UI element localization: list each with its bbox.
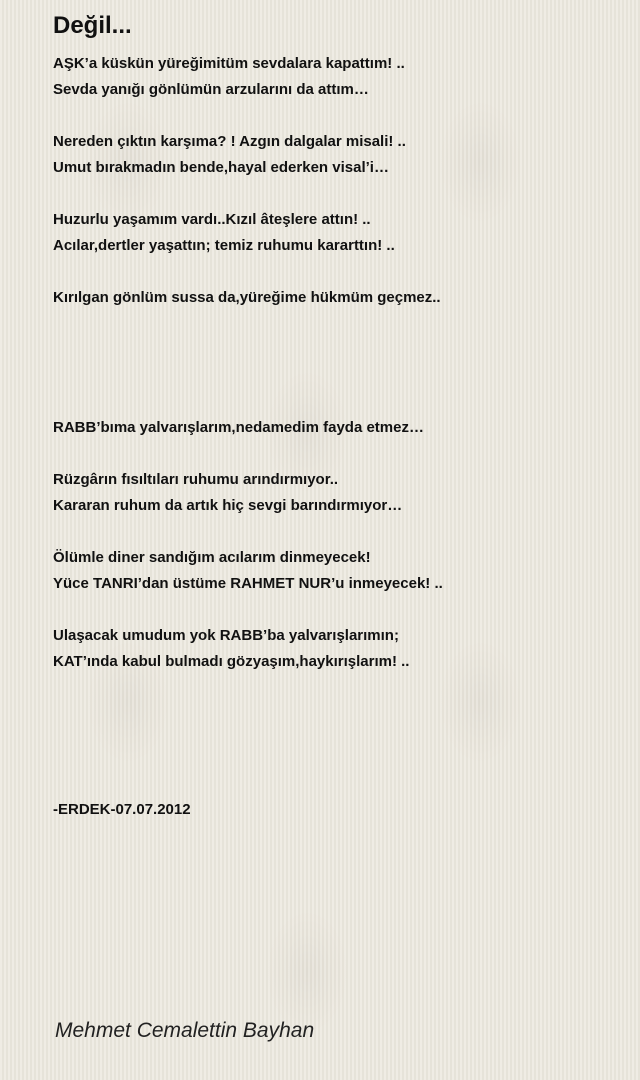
poem-line: Ulaşacak umudum yok RABB’ba yalvarışlarımın; — [53, 627, 399, 644]
section-gap — [53, 311, 623, 389]
stanza-gap — [53, 389, 623, 415]
poem-line: KAT’ında kabul bulmadı gözyaşım,haykırışlarım! .. — [53, 653, 410, 670]
poem-line: Nereden çıktın karşıma? ! Azgın dalgalar misali! .. — [53, 133, 406, 150]
poem-line: RABB’bıma yalvarışlarım,nedamedim fayda etmez… — [53, 419, 424, 436]
poem-signature: -ERDEK-07.07.2012 — [53, 801, 191, 818]
stanza-gap — [53, 103, 623, 129]
stanza-3 — [53, 207, 623, 259]
poem-line: Acılar,dertler yaşattın; temiz ruhumu kararttın! .. — [53, 237, 395, 254]
poem-line: AŞK’a küskün yüreğimitüm sevdalara kapattım! .. — [53, 55, 405, 72]
stanza-2 — [53, 129, 623, 181]
stanza-gap — [53, 259, 623, 285]
poem-line: Umut bırakmadın bende,hayal ederken visal’i… — [53, 159, 389, 176]
poem-title: Değil... — [53, 12, 132, 39]
stanza-gap — [53, 519, 623, 545]
poem-line: Sevda yanığı gönlümün arzularını da attım… — [53, 81, 369, 98]
stanza-5 — [53, 415, 623, 441]
stanza-gap — [53, 597, 623, 623]
poem-line: Huzurlu yaşamım vardı..Kızıl âteşlere attın! .. — [53, 211, 371, 228]
stanza-gap — [53, 441, 623, 467]
poem-body — [53, 51, 623, 675]
stanza-gap — [53, 181, 623, 207]
poem-line: Yüce TANRI’dan üstüme RAHMET NUR’u inmeyecek! .. — [53, 575, 443, 592]
stanza-7 — [53, 545, 623, 597]
poem-line: Kırılgan gönlüm sussa da,yüreğime hükmüm geçmez.. — [53, 289, 441, 306]
poem-line: Rüzgârın fısıltıları ruhumu arındırmıyor.. — [53, 471, 339, 488]
poem-line: Ölümle diner sandığım acılarım dinmeyecek! — [53, 549, 371, 566]
stanza-4 — [53, 285, 623, 311]
author-name: Mehmet Cemalettin Bayhan — [55, 1019, 315, 1042]
stanza-6 — [53, 467, 623, 519]
poem-line: Kararan ruhum da artık hiç sevgi barındırmıyor… — [53, 497, 403, 514]
stanza-1 — [53, 51, 623, 103]
stanza-8 — [53, 623, 623, 675]
